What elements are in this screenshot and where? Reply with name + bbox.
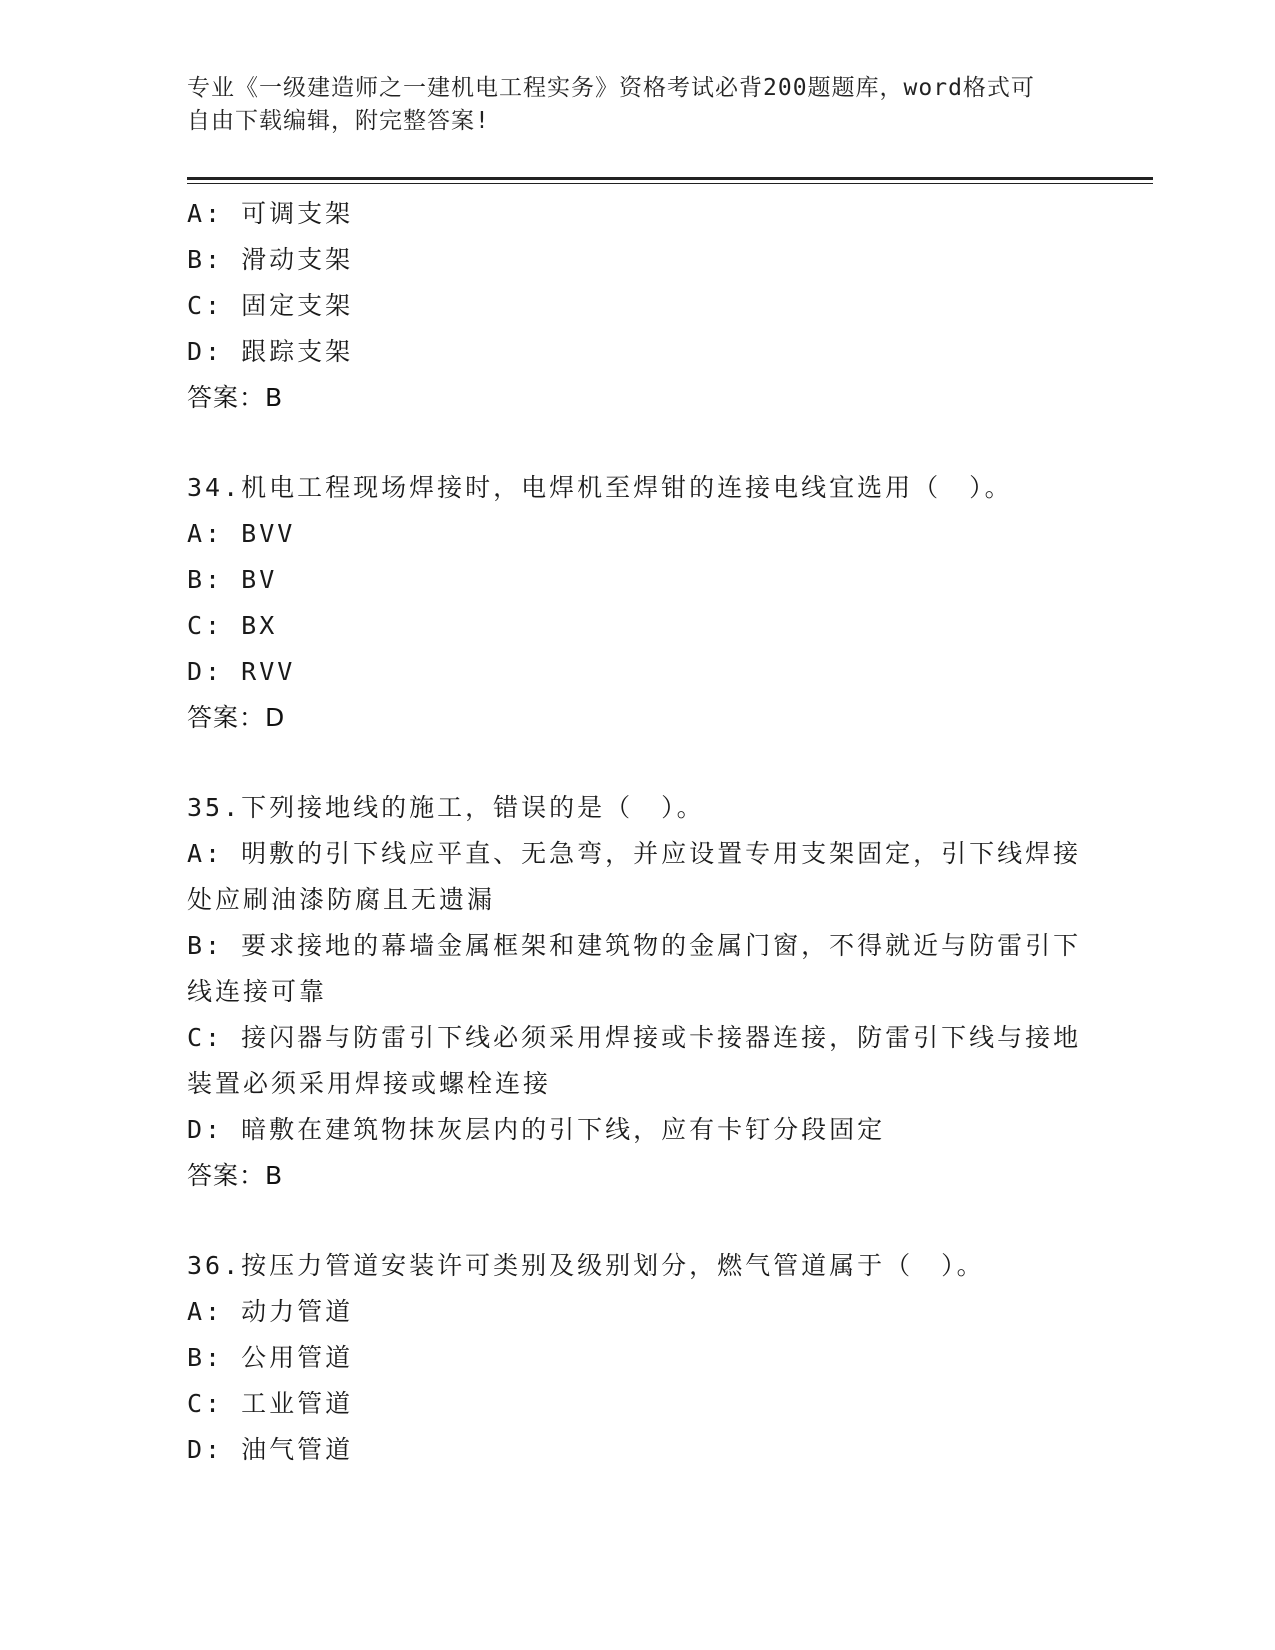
- header-divider-thin: [187, 183, 1153, 184]
- question-text: 36.按压力管道安装许可类别及级别划分，燃气管道属于（ ）。: [187, 1251, 985, 1280]
- option-a: A: 动力管道: [187, 1297, 354, 1326]
- option-b: B: BV: [187, 565, 278, 594]
- option-d: D: 暗敷在建筑物抹灰层内的引下线，应有卡钉分段固定: [187, 1115, 886, 1144]
- option-b: B: 要求接地的幕墙金属框架和建筑物的金属门窗，不得就近与防雷引下线连接可靠: [187, 931, 1082, 1006]
- option-c: C: BX: [187, 611, 278, 640]
- option-a: A: BVV: [187, 519, 296, 548]
- answer-line: 答案：B: [187, 1161, 284, 1190]
- option-a: A: 明敷的引下线应平直、无急弯，并应设置专用支架固定，引下线焊接处应刷油漆防腐且无遗漏: [187, 839, 1082, 914]
- header-divider-thick: [187, 177, 1153, 180]
- header-line-2: 自由下载编辑，附完整答案!: [187, 108, 490, 134]
- option-c: C: 固定支架: [187, 291, 354, 320]
- option-c: C: 工业管道: [187, 1389, 354, 1418]
- spacer: [187, 421, 1087, 465]
- question-block-35: [187, 785, 1087, 1199]
- option-d: D: RVV: [187, 657, 296, 686]
- question-block-33: [187, 191, 1087, 421]
- question-text: 35.下列接地线的施工，错误的是（ ）。: [187, 793, 705, 822]
- option-b: B: 滑动支架: [187, 245, 354, 274]
- question-text: 34.机电工程现场焊接时，电焊机至焊钳的连接电线宜选用（ ）。: [187, 473, 1013, 502]
- option-c: C: 接闪器与防雷引下线必须采用焊接或卡接器连接，防雷引下线与接地装置必须采用焊接或螺栓连接: [187, 1023, 1082, 1098]
- question-block-34: [187, 465, 1087, 741]
- option-d: D: 跟踪支架: [187, 337, 354, 366]
- option-b: B: 公用管道: [187, 1343, 354, 1372]
- question-list: [187, 191, 1087, 1473]
- spacer: [187, 1199, 1087, 1243]
- question-block-36: [187, 1243, 1087, 1473]
- spacer: [187, 741, 1087, 785]
- header-line-1: 专业《一级建造师之一建机电工程实务》资格考试必背200题题库，word格式可: [187, 75, 1035, 101]
- answer-line: 答案：B: [187, 383, 284, 412]
- document-header: [187, 72, 1087, 138]
- option-a: A: 可调支架: [187, 199, 354, 228]
- option-d: D: 油气管道: [187, 1435, 354, 1464]
- answer-line: 答案：D: [187, 703, 286, 732]
